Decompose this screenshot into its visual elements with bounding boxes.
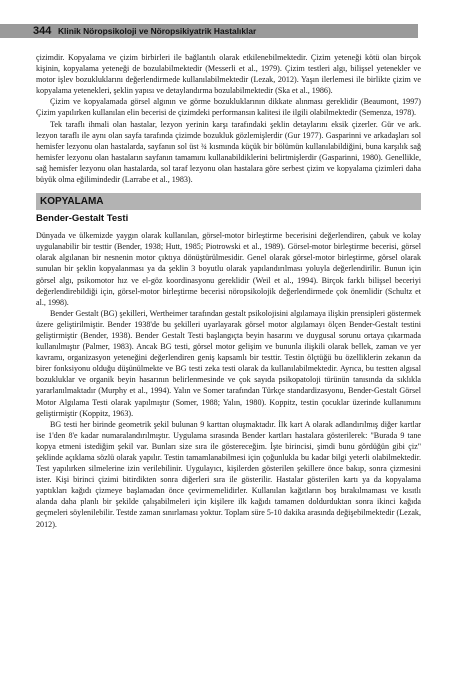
paragraph: Tek taraflı ihmali olan hastalar, lezyon yerinin karşı tarafındaki şeklin detaylarını eksik çizerler. Gür ve ark. lezyon taraflı ile aynı olan sayfa tarafında çizimde bozukluk gözlemişlerdir (Gur 1977). Gasparinni ve arkadaşları sol hemisfer lezyonu olan hastalarda, sayfanın sol üst ¾ kısmında küçük bir bölümün kullanılabildiğini, buna karşılık sağ hemisfer lezyonu olan hastaların sayfanın tamamını kullanabildiklerini belirtmişlerdir (Gasparinni, 1980). Genellikle, sağ hemisfer lezyonu olan hastalarda, sol taraf lezyonu olan hastalara göre serbest çizim ve kopyalama çizimleri daha büyük olma eğilimindedir (Larrabe et al., 1983). bbox=[36, 119, 421, 185]
running-title: Klinik Nöropsikoloji ve Nöropsikiyatrik Hastalıklar bbox=[58, 26, 257, 36]
section-heading-bar bbox=[36, 193, 421, 210]
paragraph: Çizim ve kopyalamada görsel algının ve görme bozukluklarının dikkate alınması gereklidir (Beaumont, 1997) Çizim yapılırken kullanılan elin becerisi de çizimdeki performansın kalitesi ile ilgili olabilmektedir (Semenza, 1978). bbox=[36, 97, 421, 118]
paragraph: BG testi her birinde geometrik şekil bulunan 9 karttan oluşmaktadır. İlk kart A olarak adlandırılmış diğer kartlar ise 1'den 8'e kadar numaralandırılmıştır. Uygulama sırasında Bender kartları hastalara gösterilerek: "Burada 9 tane kopya etmeni istediğim şekil var. Bunları size sıra ile göstereceğim. İşte birincisi, şimdi bunu gördüğün gibi çiz" şeklinde açıklama sözlü olarak yapılır. Testin tamamlanabilmesi için çoğunlukla bu kadar bilgi yeterli olabilmektedir. Test yapılırken silmelerine izin verilebilinir. Uygulayıcı, kişilerden gösterilen şekillere önce bakıp, sonra çizmesini ister. Kişi birinci çizimi bitirdikten sonra diğerleri sıra ile gösterilir. Hastalar gösterilen kartı ya da kopyalama yaptıkları kağıdı çizmeye başlamadan önce çevirmemelidirler. Kullanılan kağıtların boş bırakılmaması ve kısıtlı alanda daha planlı bir şekilde çalışabilmeleri için kişilere ilk kağıdı tamamen doldurduktan sonra ikinci kağıda geçmeleri söylenilebilir. Testde zaman sınırlaması yoktur. Toplam süre 5-10 dakika arasında değişebilmektedir (Lezak, 2012). bbox=[36, 419, 421, 529]
paragraph: çizimdir. Kopyalama ve çizim birbirleri ile bağlantılı olarak etkilenebilmektedir. Çizim yeteneği kötü olan birçok kişinin, kopyalama yeteneği de bozulabilmektedir (Messerli et al., 1979). Çizim testleri algı, bilişsel yetenekler ve motor işlev bozukluklarını değerlendirmede kullanılabilmektedir (Lezak, 2012). Yaşın ilerlemesi ile birlikte çizim ve kopyalama yetenekleri, şeklin yapısı ve detaylandırma bozulabilmektedir (Ska et al., 1986). bbox=[36, 53, 421, 96]
page-header bbox=[0, 0, 453, 38]
subsection-title: Bender-Gestalt Testi bbox=[36, 213, 129, 225]
paragraph: Dünyada ve ülkemizde yaygın olarak kullanılan, görsel-motor birleştirme becerisini değerlendiren, çabuk ve kolay uygulanabilir bir testtir (Bender, 1938; Hutt, 1985; Piotrowski et al., 1989). Görsel-motor birleştirme becerisi, görsel olarak algılanan bir nesnenin motor çıktıya dönüştürülmesidir. Genel olarak görsel-motor birleştirme, görsel olarak sunulan bir şeklin kopyalanması ya da şeklin 3 boyutlu olarak yapılandırılması yoluyla değerlendirilir. Bunun için görsel algı, psikomotor hız ve el-göz koordinasyonu gereklidir (Weil et al., 1994). Birçok farklı bilişsel beceriyi değerlendirebildiği için, görsel-motor birleştirme becerisi nöropsikolojik değerlendirmede çok önemlidir (Schultz et al., 1998). bbox=[36, 231, 421, 307]
page-number: 344 bbox=[33, 25, 52, 37]
page-content bbox=[36, 52, 421, 530]
paragraph: Bender Gestalt (BG) şekilleri, Wertheimer tarafından gestalt psikolojisini algılamaya ilişkin prensipleri göstermek üzere geliştirilmiştir. Bender 1938'de bu şekilleri uyarlayarak görsel motor algılamayı ölçen Bender-Gestalt testini geliştirmiştir (Bender, 1938). Bender Gestalt Testi başlangıçta beyin hasarını ve duygusal sorunu ortaya çıkarmada kullanılmıştır (Palmer, 1983). Ancak BG testi, görsel motor gelişim ve bununla ilişkili olarak bellek, zaman ve yer kavramı, organizasyon yeteneğini değerlendiren geniş kapsamlı bir testtir. Testin ölçtüğü bu özelliklerin zekanın da birer fonksiyonu olduğu düşünülmekte ve BG testi zeka testi olarak da kullanılabilmektedir. Ayrıca, bu testten algısal bozukluklar ve organik beyin hasarının belirlenmesinde ve çok sayıda psikopatoloji türünün tanısında da sıklıkla yararlanılmaktadır (Murphy et al., 1994). Yalın ve Somer tarafından Türkçe standardizasyonu, Bender-Gestalt Görsel Motor Algılama Testi olarak yapılmıştır (Somer, 1988; Yalın, 1980). Koppitz, testin çocuklar üzerinde kullanımını geliştirmiştir (Koppitz, 1963). bbox=[36, 308, 421, 418]
section-title: KOPYALAMA bbox=[40, 196, 104, 208]
